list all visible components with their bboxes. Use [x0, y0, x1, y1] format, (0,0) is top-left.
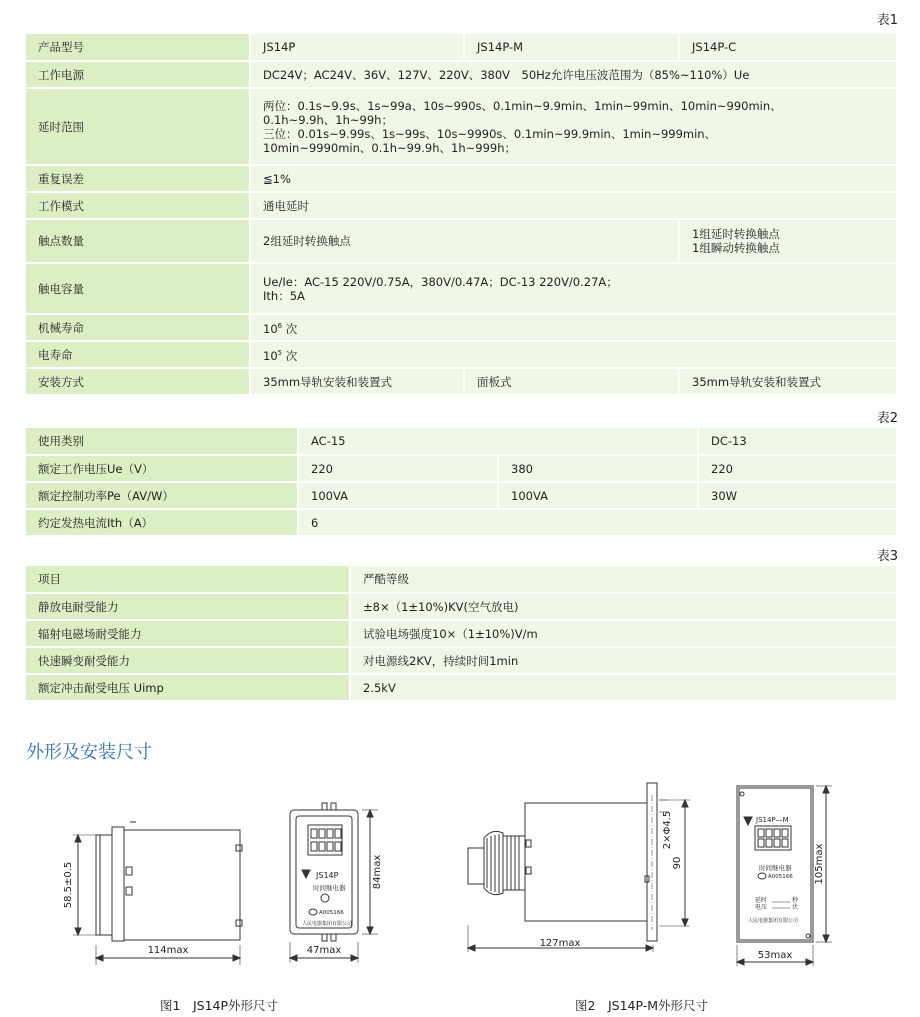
power-exp: 5	[277, 349, 283, 358]
text-line: 10min~9990min、0.1h~99.9h、1h~999h；	[263, 140, 516, 155]
fig1-dim-height: 58.5±0.5	[63, 861, 74, 909]
fig1-front-company: 人民电器集团有限公司	[302, 921, 353, 927]
text-line: 两位：0.1s~9.9s、1s~99a、10s~990s、0.1min~9.9min、1min~99min、10min~990min、	[263, 98, 782, 113]
cell: 380	[498, 455, 698, 482]
cell: 100VA	[298, 482, 498, 509]
fig2-front-company: 人民电器集团有限公司	[748, 918, 799, 924]
row-key: 电寿命	[26, 341, 250, 368]
row-key: 工作电源	[26, 61, 250, 88]
row-key: 机械寿命	[26, 314, 250, 341]
fig1-front-view	[290, 803, 378, 963]
row-key: 安装方式	[26, 368, 250, 395]
cell: JS14P	[250, 34, 464, 61]
unit: 次	[285, 348, 298, 363]
cell: 35mm导轨安装和装置式	[250, 368, 464, 395]
fig1-dim-width: 47max	[306, 945, 342, 956]
fig1-dim-length: 114max	[147, 945, 189, 956]
row-key: 使用类别	[26, 428, 298, 455]
cell: 220	[298, 455, 498, 482]
table3-label: 表3	[876, 549, 898, 564]
fig1-front-cert: A005166	[319, 910, 344, 916]
cell: 通电延时	[250, 192, 896, 219]
fig2-front-label4: 伏	[792, 904, 799, 911]
cell: JS14P-M	[464, 34, 679, 61]
cell: 220	[698, 455, 896, 482]
cell: 严酷等级	[350, 566, 896, 593]
fig2-dim-length: 127max	[539, 938, 581, 949]
fig1-side-view	[73, 822, 242, 965]
fig1-caption: 图1 JS14P外形尺寸	[160, 998, 279, 1013]
cell: 2组延时转换触点	[250, 219, 679, 263]
unit: 次	[285, 321, 298, 336]
row-key: 额定冲击耐受电压 Uimp	[26, 674, 350, 701]
row-key: 快速瞬变耐受能力	[26, 647, 350, 674]
table1-label: 表1	[876, 13, 898, 28]
cell: ±8×（1±10%)KV(空气放电)	[350, 593, 896, 620]
row-key: 触点数量	[26, 219, 250, 263]
cell: AC-15	[298, 428, 698, 455]
power-base: 10	[263, 321, 278, 336]
text-line: 0.1h~9.9h、1h~99h；	[263, 112, 393, 127]
fig1-front-name: 时间继电器	[313, 884, 346, 892]
row-key: 额定控制功率Pe（AV/W）	[26, 482, 298, 509]
text-line: 1组延时转换触点	[692, 227, 780, 241]
row-key: 约定发热电流Ith（A）	[26, 509, 298, 536]
cell: ≦1%	[250, 165, 896, 192]
text-line: Ue/Ie：AC-15 220V/0.75A，380V/0.47A；DC-13 220V/0.27A；	[263, 274, 618, 289]
text-line: Ith：5A	[263, 288, 305, 303]
power-base: 10	[263, 348, 278, 363]
row-key: 产品型号	[26, 34, 250, 61]
row-key: 辐射电磁场耐受能力	[26, 620, 350, 647]
fig2-front-label1: 延时	[755, 897, 768, 904]
fig2-caption: 图2 JS14P-M外形尺寸	[575, 998, 709, 1013]
cell: 2.5kV	[350, 674, 896, 701]
fig2-front-cert: A005166	[768, 874, 793, 880]
cell: DC-13	[698, 428, 896, 455]
cell: 面板式	[464, 368, 679, 395]
cell: 对电源线2KV，持续时间1min	[350, 647, 896, 674]
cell: 试验电场强度10×（1±10%)V/m	[350, 620, 896, 647]
cell: 35mm导轨安装和装置式	[679, 368, 896, 395]
fig2-front-label3: 秒	[792, 897, 799, 904]
cell: JS14P-C	[679, 34, 896, 61]
fig2-dim-hole: 2×Φ4.5	[662, 810, 673, 850]
cell: 6	[298, 509, 896, 536]
fig2-side-view	[468, 783, 690, 952]
row-key: 触电容量	[26, 263, 250, 314]
fig1-dim-front-height: 84max	[372, 854, 383, 890]
text-line: 1组瞬动转换触点	[692, 241, 780, 255]
fig2-dim-front-height: 105max	[814, 843, 825, 885]
power-exp: 6	[277, 322, 283, 331]
text-line: 三位：0.01s~9.99s、1s~99s、10s~9990s、0.1min~99.9min、1min~999min、	[263, 126, 717, 141]
fig2-front-label2: 电压	[755, 904, 768, 911]
row-key: 项目	[26, 566, 350, 593]
table2-label: 表2	[876, 411, 898, 426]
cell: DC24V；AC24V、36V、127V、220V、380V 50Hz允许电压波范围为（85%~110%）Ue	[250, 61, 896, 88]
row-key: 延时范围	[26, 88, 250, 165]
section-title: 外形及安装尺寸	[26, 742, 152, 763]
row-key: 重复误差	[26, 165, 250, 192]
fig2-dim-90: 90	[672, 856, 683, 870]
row-key: 额定工作电压Ue（V）	[26, 455, 298, 482]
fig2-front-model: JS14P—M	[756, 816, 789, 824]
row-key: 静放电耐受能力	[26, 593, 350, 620]
fig1-front-model: JS14P	[316, 871, 339, 880]
cell: 100VA	[498, 482, 698, 509]
fig2-dim-width: 53max	[757, 950, 793, 961]
fig2-front-name: 时间继电器	[759, 864, 792, 872]
cell: 30W	[698, 482, 896, 509]
row-key: 工作模式	[26, 192, 250, 219]
